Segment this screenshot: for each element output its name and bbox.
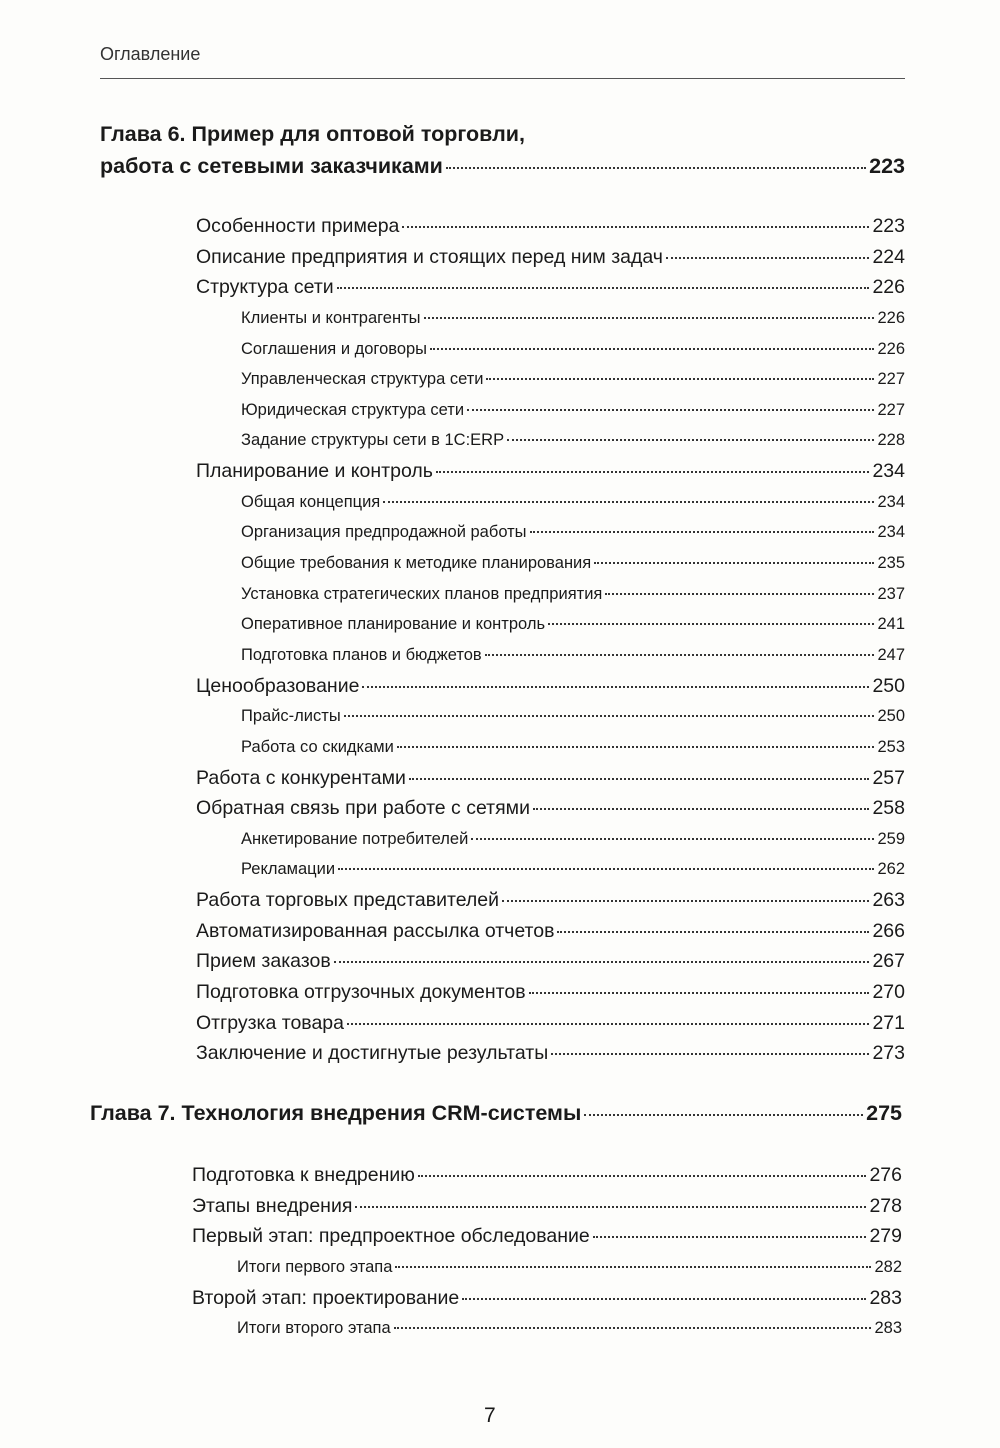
entry-title: Работа с конкурентами <box>196 766 406 789</box>
entry-page: 226 <box>872 276 905 299</box>
entry-page: 278 <box>869 1194 902 1217</box>
entry-page: 283 <box>869 1286 902 1309</box>
dot-leader <box>397 746 875 748</box>
chapter-6-heading[interactable] <box>100 118 905 182</box>
entry-title: Второй этап: проектирование <box>192 1286 460 1309</box>
toc-entry[interactable] <box>196 793 905 824</box>
entry-page: 279 <box>869 1225 902 1248</box>
running-header: Оглавление <box>100 44 201 64</box>
toc-entry[interactable] <box>192 1160 902 1191</box>
entry-title: Особенности примера <box>196 215 400 237</box>
entry-title: Подготовка к внедрению <box>192 1164 415 1186</box>
entry-page: 257 <box>872 766 905 789</box>
toc-entry[interactable] <box>196 456 905 487</box>
dot-leader <box>424 317 875 319</box>
toc-entry[interactable] <box>196 640 905 671</box>
dot-leader <box>584 1114 863 1116</box>
toc-entry[interactable] <box>192 1283 902 1314</box>
dot-leader <box>436 471 870 473</box>
entry-page: 228 <box>877 431 905 450</box>
chapter-title: Глава 7. Технология внедрения CRM-системы <box>90 1101 582 1125</box>
entry-title: Структура сети <box>196 276 334 299</box>
toc-entry[interactable] <box>196 517 905 548</box>
dot-leader <box>666 257 869 259</box>
entry-title: Автоматизированная рассылка отчетов <box>196 919 555 942</box>
dot-leader <box>548 623 874 625</box>
entry-title: Работа со скидками <box>241 737 394 756</box>
dot-leader <box>347 1023 869 1025</box>
dot-leader <box>533 808 869 810</box>
toc-entry[interactable] <box>196 303 905 334</box>
entry-page: 227 <box>877 370 905 389</box>
dot-leader <box>334 961 870 963</box>
toc-entry[interactable] <box>196 334 905 365</box>
entry-title: Планирование и контроль <box>196 460 433 483</box>
dot-leader <box>362 686 869 688</box>
entry-title: Рекламации <box>241 860 336 879</box>
dot-leader <box>507 439 874 441</box>
dot-leader <box>530 531 875 533</box>
dot-leader <box>402 226 869 228</box>
toc-entry[interactable] <box>196 732 905 763</box>
toc-entry[interactable] <box>196 763 905 794</box>
toc-entry[interactable] <box>196 548 905 579</box>
toc-entry[interactable] <box>192 1221 902 1252</box>
entry-title: Первый этап: предпроектное обследование <box>192 1225 590 1248</box>
entry-page: 283 <box>874 1319 902 1338</box>
entry-page: 223 <box>872 215 905 237</box>
toc-entry[interactable] <box>196 579 905 610</box>
toc-entry[interactable] <box>192 1252 902 1283</box>
chapter-page: 275 <box>866 1101 902 1125</box>
entry-page: 234 <box>877 492 905 511</box>
entry-title: Прайс-листы <box>241 707 341 726</box>
entry-title: Оперативное планирование и контроль <box>241 615 546 634</box>
entry-page: 224 <box>872 245 905 268</box>
entry-title: Описание предприятия и стоящих перед ним задач <box>196 245 663 268</box>
toc-entry[interactable] <box>192 1313 902 1344</box>
toc-entry[interactable] <box>196 364 905 395</box>
header-rule <box>100 78 905 79</box>
chapter-7-entries <box>192 1160 902 1344</box>
toc-entry[interactable] <box>196 946 905 977</box>
entry-title: Общая концепция <box>241 492 381 511</box>
entry-title: Подготовка отгрузочных документов <box>196 981 526 1004</box>
entry-page: 253 <box>877 737 905 756</box>
toc-entry[interactable] <box>196 854 905 885</box>
dot-leader <box>551 1053 869 1055</box>
entry-page: 250 <box>877 707 905 726</box>
entry-page: 250 <box>872 674 905 697</box>
dot-leader <box>430 348 874 350</box>
entry-title: Заключение и достигнутые результаты <box>196 1042 549 1065</box>
toc-entry[interactable] <box>196 425 905 456</box>
entry-title: Задание структуры сети в 1С:ERP <box>241 431 505 450</box>
entry-title: Ценообразование <box>196 674 360 697</box>
entry-page: 271 <box>872 1011 905 1034</box>
entry-page: 276 <box>869 1164 902 1186</box>
toc-entry[interactable] <box>192 1191 902 1222</box>
toc-entry[interactable] <box>196 211 905 242</box>
entry-page: 270 <box>872 981 905 1004</box>
toc-entry[interactable] <box>196 487 905 518</box>
entry-title: Этапы внедрения <box>192 1194 353 1217</box>
dot-leader <box>557 931 869 933</box>
dot-leader <box>394 1327 872 1329</box>
dot-leader <box>529 992 870 994</box>
dot-leader <box>355 1206 866 1208</box>
entry-title: Итоги второго этапа <box>237 1319 391 1338</box>
chapter-6-entries <box>196 211 905 1069</box>
toc-entry[interactable] <box>196 671 905 702</box>
chapter-title-line2: работа с сетевыми заказчиками <box>100 154 443 178</box>
entry-page: 263 <box>872 889 905 912</box>
dot-leader <box>486 378 874 380</box>
toc-entry[interactable] <box>196 824 905 855</box>
entry-page: 273 <box>872 1042 905 1065</box>
toc-entry[interactable] <box>196 395 905 426</box>
entry-page: 234 <box>877 523 905 542</box>
dot-leader <box>502 900 869 902</box>
dot-leader <box>337 287 870 289</box>
dot-leader <box>467 409 874 411</box>
entry-page: 235 <box>877 554 905 573</box>
dot-leader <box>593 1236 867 1238</box>
dot-leader <box>409 778 870 780</box>
entry-page: 258 <box>872 797 905 820</box>
toc-entry[interactable] <box>196 977 905 1008</box>
toc-entry[interactable] <box>196 1008 905 1039</box>
page-number: 7 <box>484 1404 496 1427</box>
entry-page: 227 <box>877 400 905 419</box>
toc-entry[interactable] <box>196 1038 905 1069</box>
dot-leader <box>462 1298 866 1300</box>
dot-leader <box>446 167 866 169</box>
entry-page: 226 <box>877 308 905 327</box>
entry-title: Управленческая структура сети <box>241 370 484 389</box>
entry-page: 234 <box>872 460 905 483</box>
entry-page: 266 <box>872 919 905 942</box>
dot-leader <box>383 501 874 503</box>
entry-page: 237 <box>877 584 905 603</box>
dot-leader <box>395 1266 871 1268</box>
entry-title: Прием заказов <box>196 950 331 973</box>
chapter-page: 223 <box>869 154 905 178</box>
entry-title: Обратная связь при работе с сетями <box>196 797 530 820</box>
chapter-title-line1: Глава 6. Пример для оптовой торговли, <box>100 122 525 146</box>
dot-leader <box>594 562 874 564</box>
entry-title: Клиенты и контрагенты <box>241 308 421 327</box>
dot-leader <box>471 838 874 840</box>
toc-entry[interactable] <box>196 242 905 273</box>
entry-title: Юридическая структура сети <box>241 400 465 419</box>
entry-title: Итоги первого этапа <box>237 1257 393 1276</box>
entry-page: 267 <box>872 950 905 973</box>
entry-title: Общие требования к методике планирования <box>241 554 592 573</box>
dot-leader <box>338 868 874 870</box>
entry-title: Анкетирование потребителей <box>241 829 469 848</box>
toc-entry[interactable] <box>196 885 905 916</box>
entry-title: Установка стратегических планов предприятия <box>241 584 603 603</box>
entry-page: 226 <box>877 339 905 358</box>
dot-leader <box>418 1175 867 1177</box>
entry-title: Отгрузка товара <box>196 1011 344 1034</box>
entry-page: 282 <box>874 1257 902 1276</box>
entry-title: Работа торговых представителей <box>196 889 500 912</box>
dot-leader <box>605 593 874 595</box>
toc-entry[interactable] <box>196 609 905 640</box>
entry-page: 259 <box>877 829 905 848</box>
dot-leader <box>344 715 875 717</box>
dot-leader <box>485 654 875 656</box>
entry-page: 262 <box>877 860 905 879</box>
chapter-7-heading[interactable] <box>90 1097 902 1129</box>
toc-entry[interactable] <box>196 272 905 303</box>
toc-entry[interactable] <box>196 701 905 732</box>
toc-entry[interactable] <box>196 916 905 947</box>
entry-title: Соглашения и договоры <box>241 339 428 358</box>
entry-title: Организация предпродажной работы <box>241 523 527 542</box>
entry-page: 247 <box>877 645 905 664</box>
entry-page: 241 <box>877 615 905 634</box>
entry-title: Подготовка планов и бюджетов <box>241 645 482 664</box>
